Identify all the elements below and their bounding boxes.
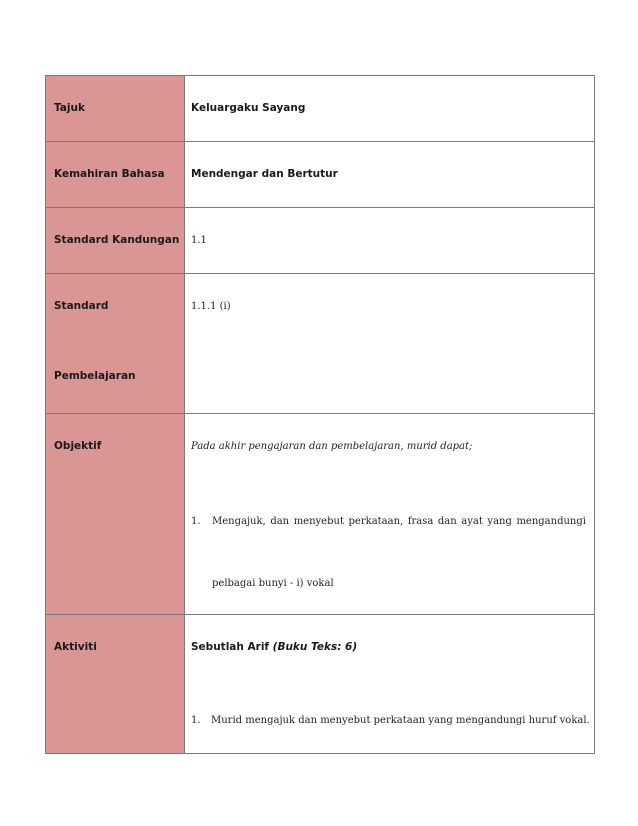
objektif-word: dan	[437, 516, 457, 527]
label-cell-objektif	[46, 414, 185, 615]
label-cell-standard-kandungan	[46, 208, 185, 274]
value-tajuk: Keluargaku Sayang	[191, 102, 306, 114]
value-cell-objektif	[185, 414, 595, 615]
label-standard: Standard	[54, 300, 109, 312]
aktiviti-item-text: Murid mengajuk dan menyebut perkataan yang mengandungi huruf vokal.	[211, 715, 590, 726]
aktiviti-title	[191, 641, 357, 653]
label-cell-tajuk	[46, 76, 185, 142]
label-pembelajaran: Pembelajaran	[54, 370, 136, 382]
table-row	[46, 208, 595, 274]
objektif-word: frasa	[407, 516, 434, 527]
objektif-item-continuation: pelbagai bunyi - i) vokal	[212, 578, 334, 589]
objektif-word: menyebut	[293, 516, 344, 527]
objektif-word: mengandungi	[516, 516, 586, 527]
aktiviti-item-1	[191, 715, 590, 726]
lesson-plan-table	[45, 75, 595, 754]
aktiviti-title-text: Sebutlah Arif	[191, 641, 269, 653]
label-kemahiran: Kemahiran Bahasa	[54, 168, 165, 180]
table-row	[46, 76, 595, 142]
objektif-item-words	[212, 516, 586, 527]
value-cell-kemahiran	[185, 142, 595, 208]
value-kemahiran: Mendengar dan Bertutur	[191, 168, 338, 180]
value-standard-pembelajaran: 1.1.1 (i)	[191, 301, 231, 312]
value-cell-aktiviti	[185, 615, 595, 754]
value-cell-standard-kandungan	[185, 208, 595, 274]
value-standard-kandungan: 1.1	[191, 235, 207, 246]
table-row	[46, 274, 595, 414]
objektif-intro: Pada akhir pengajaran dan pembelajaran, murid dapat;	[191, 441, 473, 452]
label-cell-aktiviti	[46, 615, 185, 754]
table-row	[46, 414, 595, 615]
objektif-item-1	[191, 516, 586, 527]
label-cell-kemahiran	[46, 142, 185, 208]
objektif-word: Mengajuk,	[212, 516, 266, 527]
objektif-word: perkataan,	[348, 516, 404, 527]
aktiviti-title-ref: (Buku Teks: 6)	[272, 641, 358, 653]
objektif-word: dan	[270, 516, 290, 527]
table-row	[46, 142, 595, 208]
label-standard-kandungan: Standard Kandungan	[54, 234, 180, 246]
label-aktiviti: Aktiviti	[54, 641, 97, 653]
value-cell-standard-pembelajaran	[185, 274, 595, 414]
label-objektif: Objektif	[54, 440, 102, 452]
objektif-item-number: 1.	[191, 516, 201, 527]
label-tajuk: Tajuk	[54, 102, 85, 114]
label-cell-standard-pembelajaran	[46, 274, 185, 414]
table-row	[46, 615, 595, 754]
objektif-word: yang	[487, 516, 512, 527]
objektif-word: ayat	[461, 516, 483, 527]
aktiviti-item-number: 1.	[191, 715, 201, 726]
value-cell-tajuk	[185, 76, 595, 142]
